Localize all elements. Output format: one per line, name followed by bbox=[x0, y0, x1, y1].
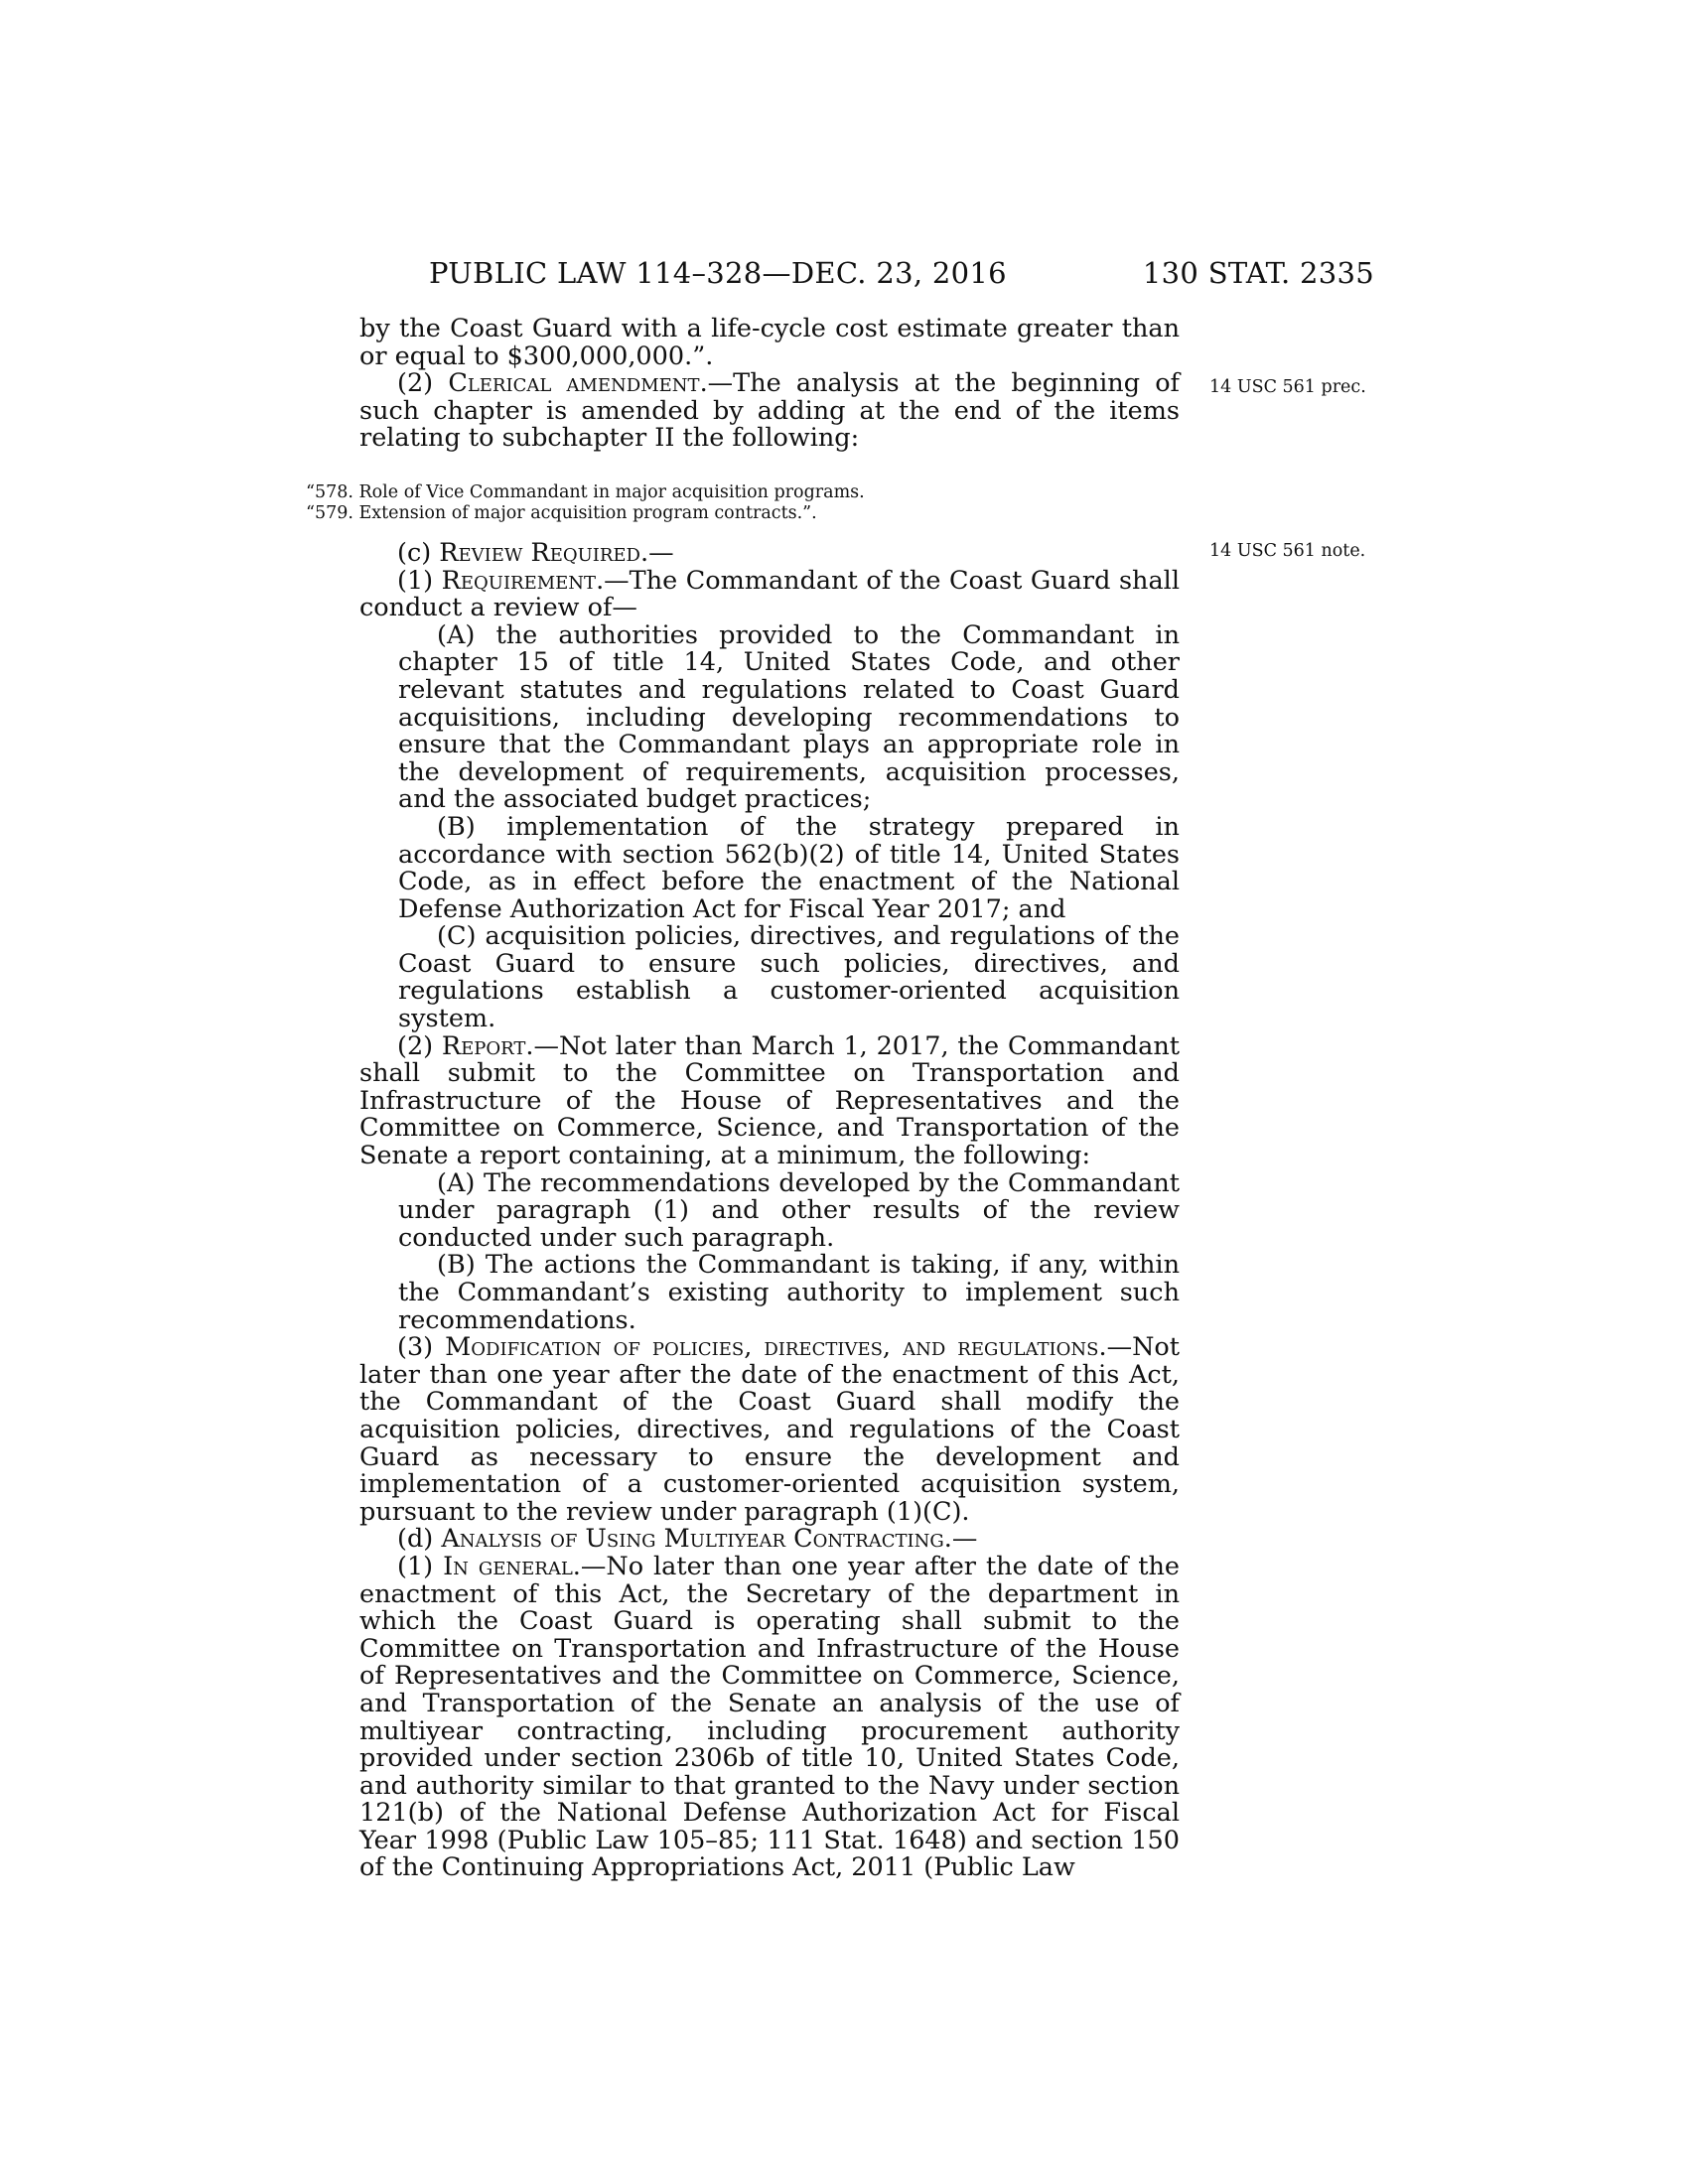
paragraph-heading: Requirement bbox=[441, 565, 597, 596]
statute-body bbox=[359, 316, 1180, 1882]
subsection-d-heading: (d) Analysis of Using Multiyear Contracting.— bbox=[397, 1524, 978, 1555]
paragraph-number: (1) bbox=[397, 1551, 434, 1581]
paragraph-text: .—The analysis at the beginning of such chapter is amended by adding at the end of the items relating to subchapter II the following: bbox=[359, 368, 1180, 454]
paragraph-number: (1) bbox=[397, 565, 434, 596]
paragraph-text: .—Not later than one year after the date of the enactment of this Act, the Commandant of the Coast Guard shall modify the acquisition policies, directives, and regulations of the Coast Guard as necessary to ensure the development and implementation of a customer-oriented acquisition system, pursuant to the review under paragraph (1)(C). bbox=[359, 1332, 1180, 1527]
paragraph-heading: Report bbox=[441, 1030, 526, 1061]
subsection-heading: Analysis of Using Multiyear Contracting bbox=[441, 1524, 944, 1555]
paragraph-d1-in-general bbox=[359, 1551, 1180, 1883]
subparagraph-c1c: (C) acquisition policies, directives, and regulations of the Coast Guard to ensure such policies, directives, and regulations establish a customer-oriented acquisition system. bbox=[398, 921, 1180, 1034]
items-spacer bbox=[359, 453, 1180, 540]
subsection-number: (c) bbox=[397, 537, 432, 568]
margin-note-usc-prec: 14 USC 561 prec. bbox=[1209, 377, 1366, 397]
paragraph-heading: Clerical amendment bbox=[448, 368, 700, 399]
page-reference: 130 STAT. 2335 bbox=[1142, 256, 1374, 290]
margin-note-usc-note: 14 USC 561 note. bbox=[1209, 541, 1366, 561]
subsection-number: (d) bbox=[397, 1524, 434, 1555]
running-head bbox=[429, 256, 1422, 296]
paragraph-heading: In general bbox=[443, 1551, 573, 1581]
subsection-heading: Review Required bbox=[439, 537, 640, 568]
subparagraph-c2a: (A) The recommendations developed by the Commandant under paragraph (1) and other results of the review conducted under such paragraph. bbox=[398, 1167, 1180, 1253]
paragraph-c1-requirement bbox=[359, 565, 1180, 623]
paragraph-number: (2) bbox=[397, 368, 434, 399]
paragraph-text: .—No later than one year after the date of the enactment of this Act, the Secretary of the department in which the Coast Guard is operating shall submit to the Committee on Transportation and Infrastructure of the House of Representatives and the Committee on Commerce, Science, and Transportation of the Senate an analysis of the use of multiyear contracting, including procurement authority provided under section 2306b of title 10, United States Code, and authority similar to that granted to the Navy under section 121(b) of the National Defense Authorization Act for Fiscal Year 1998 (Public Law 105–85; 111 Stat. 1648) and section 150 of the Continuing Appropriations Act, 2011 (Public Law bbox=[359, 1551, 1180, 1883]
paragraph-number: (3) bbox=[397, 1332, 434, 1363]
subparagraph-c1a: (A) the authorities provided to the Commandant in chapter 15 of title 14, United States Code, and other relevant statutes and regulations related to Coast Guard acquisitions, including developing recommendations to ensure that the Commandant plays an appropriate role in the development of requirements, acquisition processes, and the associated budget practices; bbox=[398, 619, 1180, 815]
paragraph-continuation: by the Coast Guard with a life-cycle cost estimate greater than or equal to $300,000,000.”. bbox=[359, 314, 1180, 371]
subparagraph-c2b: (B) The actions the Commandant is taking, if any, within the Commandant’s existing authority to implement such recommendations. bbox=[398, 1250, 1180, 1335]
subsection-c-heading: (c) Review Required.— bbox=[397, 537, 674, 568]
paragraph-c3-modification bbox=[359, 1334, 1180, 1526]
item-578: “578. Role of Vice Commandant in major acquisition programs. bbox=[306, 482, 865, 502]
paragraph-text: .—Not later than March 1, 2017, the Commandant shall submit to the Committee on Transportation and Infrastructure of the House of Representatives and the Committee on Commerce, Science, and Transportation of the Senate a report containing, at a minimum, the following: bbox=[359, 1030, 1180, 1171]
paragraph-c2-report bbox=[359, 1030, 1180, 1171]
paragraph-text: .—The Commandant of the Coast Guard shall conduct a review of— bbox=[359, 565, 1180, 623]
subparagraph-c1b: (B) implementation of the strategy prepared in accordance with section 562(b)(2) of title 14, United States Code, as in effect before the enactment of the National Defense Authorization Act for Fiscal Year 2017; and bbox=[398, 811, 1180, 924]
paragraph-number: (2) bbox=[397, 1030, 434, 1061]
paragraph-heading: Modification of policies, directives, and regulations bbox=[445, 1332, 1099, 1363]
item-579: “579. Extension of major acquisition program contracts.”. bbox=[306, 503, 817, 523]
paragraph-clerical-amendment bbox=[359, 370, 1180, 453]
law-title: PUBLIC LAW 114–328—DEC. 23, 2016 bbox=[429, 256, 1007, 290]
